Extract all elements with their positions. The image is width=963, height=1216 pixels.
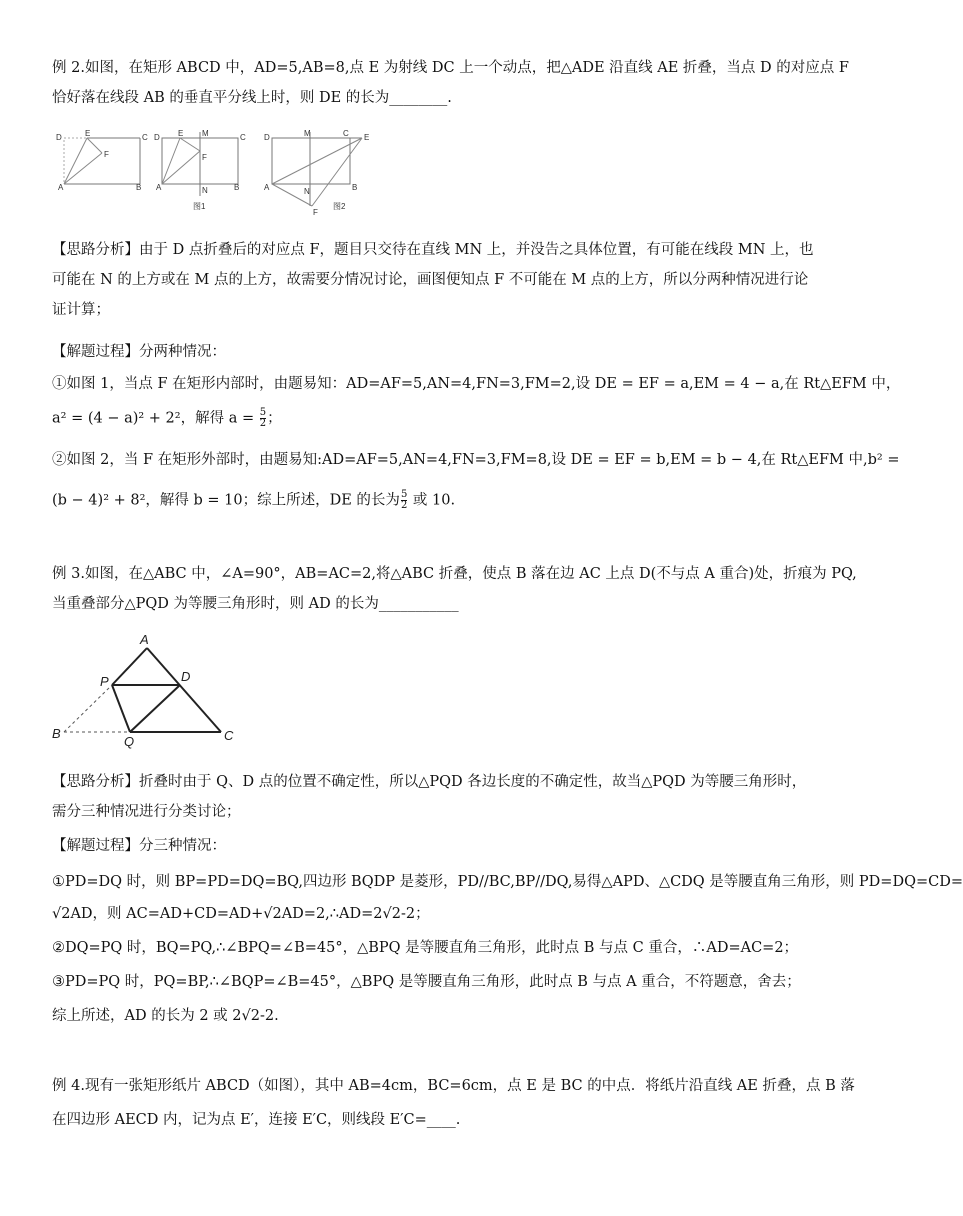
ex2-case1-fraction (260, 408, 266, 429)
ex2-fig-1-label-m: M (202, 129, 209, 138)
ex3-case2: ②DQ=PQ 时，BQ=PQ,∴∠BPQ=∠B=45°，△BPQ 是等腰直角三角形，此时点 B 与点 C 重合，∴AD=AC=2； (52, 940, 799, 956)
ex2-fig-2 (272, 132, 362, 206)
ex2-analysis-line3: 证计算； (52, 302, 110, 318)
ex2-fig-2-label-d: D (264, 133, 270, 142)
ex2-case1-frac-den: 2 (259, 418, 267, 429)
ex2-fig-1-label-e: E (178, 129, 184, 138)
ex2-case1-line1: ①如图 1，当点 F 在矩形内部时，由题易知：AD=AF=5,AN=4,FN=3,FM=2,设 DE = EF = a,EM = 4 − a,在 Rt△EFM 中， (52, 376, 901, 392)
ex2-question-line1: 例 2.如图，在矩形 ABCD 中，AD=5,AB=8,点 E 为射线 DC 上一个动点，把△ADE 沿直线 AE 折叠，当点 D 的对应点 F (52, 60, 849, 76)
ex2-case2-line2 (52, 490, 822, 511)
ex2-fig-a (64, 138, 140, 184)
ex3-label-a: A (140, 632, 149, 647)
ex2-fig-1 (162, 132, 238, 196)
ex3-line-qd (130, 685, 180, 732)
ex2-fig-a-label-c: C (142, 133, 148, 142)
ex3-line-ac (147, 648, 221, 732)
ex2-fig-1-label-n: N (202, 186, 208, 195)
ex2-fig-a-label-b: B (136, 183, 142, 192)
ex2-fig-1-label-f: F (202, 153, 207, 162)
ex2-fig-a-label-e: E (85, 129, 91, 138)
ex2-fig-1-label-c: C (240, 133, 246, 142)
ex2-fig-1-caption: 图1 (193, 202, 206, 211)
ex2-case2-fraction (401, 490, 407, 511)
ex3-label-c: C (224, 728, 234, 743)
ex2-figure-group (54, 126, 384, 222)
ex2-fig-2-label-c: C (343, 129, 349, 138)
ex2-fig-2-label-f: F (313, 208, 318, 217)
ex2-case2-frac-den: 2 (400, 500, 408, 511)
ex2-fig-2-label-b: B (352, 183, 358, 192)
ex2-case2-tail: 或 10. (408, 492, 456, 509)
ex2-fig-a-label-a: A (58, 183, 64, 192)
ex3-analysis-line1: 【思路分析】折叠时由于 Q、D 点的位置不确定性，所以△PQD 各边长度的不确定性，故当△PQD 为等腰三角形时， (52, 774, 807, 790)
ex3-line-pq (112, 685, 130, 732)
ex2-fig-2-label-m: M (304, 129, 311, 138)
ex2-fig-2-caption: 图2 (333, 202, 346, 211)
ex2-fig-2-label-n: N (304, 187, 310, 196)
ex3-figure-svg (44, 628, 254, 749)
ex3-label-d: D (181, 669, 191, 684)
ex3-figure (44, 628, 254, 750)
ex2-fig-2-label-a: A (264, 183, 270, 192)
ex3-label-b: B (52, 726, 61, 741)
ex2-solve-title: 【解题过程】分两种情况： (52, 344, 226, 360)
ex4-question-line1: 例 4.现有一张矩形纸片 ABCD（如图），其中 AB=4cm，BC=6cm，点 E 是 BC 的中点．将纸片沿直线 AE 折叠，点 B 落 (52, 1078, 855, 1094)
ex2-question-line2: 恰好落在线段 AB 的垂直平分线上时，则 DE 的长为________. (52, 90, 452, 106)
ex2-case1-frac-num: 5 (259, 407, 267, 418)
ex3-solve-title: 【解题过程】分三种情况： (52, 838, 226, 854)
ex2-analysis-line2: 可能在 N 的上方或在 M 点的上方，故需要分情况讨论，画图便知点 F 不可能在 M 点的上方，所以分两种情况进行论 (52, 272, 809, 288)
ex2-fig-1-label-a: A (156, 183, 162, 192)
ex2-case1-line2 (52, 408, 822, 429)
ex2-fig-a-label-d: D (56, 133, 62, 142)
ex2-fig-1-label-b: B (234, 183, 240, 192)
ex2-case1-text: a² = (4 − a)² + 2²，解得 a = (52, 410, 259, 427)
ex3-label-p: P (100, 674, 109, 689)
ex2-figures-svg (54, 126, 384, 218)
ex2-analysis-line1: 【思路分析】由于 D 点折叠后的对应点 F，题目只交待在直线 MN 上，并没告之具体位置，有可能在线段 MN 上，也 (52, 242, 814, 258)
ex4-question-line2: 在四边形 AECD 内，记为点 E′，连接 E′C，则线段 E′C=____. (52, 1112, 461, 1128)
ex3-case3: ③PD=PQ 时，PQ=BP,∴∠BQP=∠B=45°，△BPQ 是等腰直角三角形，此时点 B 与点 A 重合，不符题意，舍去； (52, 974, 801, 990)
ex3-case1-line2: √2AD，则 AC=AD+CD=AD+√2AD=2,∴AD=2√2-2； (52, 906, 430, 922)
ex2-case2-frac-num: 5 (400, 489, 408, 500)
ex2-fig-1-label-d: D (154, 133, 160, 142)
ex3-analysis-line2: 需分三种情况进行分类讨论； (52, 804, 241, 820)
ex3-dash-bp (64, 685, 112, 732)
ex3-question-line2: 当重叠部分△PQD 为等腰三角形时，则 AD 的长为___________ (52, 596, 459, 612)
ex3-question-line1: 例 3.如图，在△ABC 中，∠A=90°，AB=AC=2,将△ABC 折叠，使点 B 落在边 AC 上点 D(不与点 A 重合)处，折痕为 PQ, (52, 566, 857, 582)
ex2-case1-tail: ； (267, 410, 282, 427)
ex3-case1-line1: ①PD=DQ 时，则 BP=PD=DQ=BQ,四边形 BQDP 是菱形，PD//BC,BP//DQ,易得△APD、△CDQ 是等腰直角三角形，则 PD=DQ=CD= (52, 874, 963, 890)
ex3-summary: 综上所述，AD 的长为 2 或 2√2-2. (52, 1008, 279, 1024)
ex3-line-ap (112, 648, 147, 685)
ex2-fig-2-label-e: E (364, 133, 370, 142)
ex2-case2-text: (b − 4)² + 8²，解得 b = 10；综上所述，DE 的长为 (52, 492, 400, 509)
ex3-label-q: Q (124, 734, 135, 749)
ex2-case2-line1: ②如图 2，当 F 在矩形外部时，由题易知:AD=AF=5,AN=4,FN=3,FM=8,设 DE = EF = b,EM = b − 4,在 Rt△EFM 中,b² = (52, 452, 900, 468)
ex2-fig-a-label-f: F (104, 150, 109, 159)
